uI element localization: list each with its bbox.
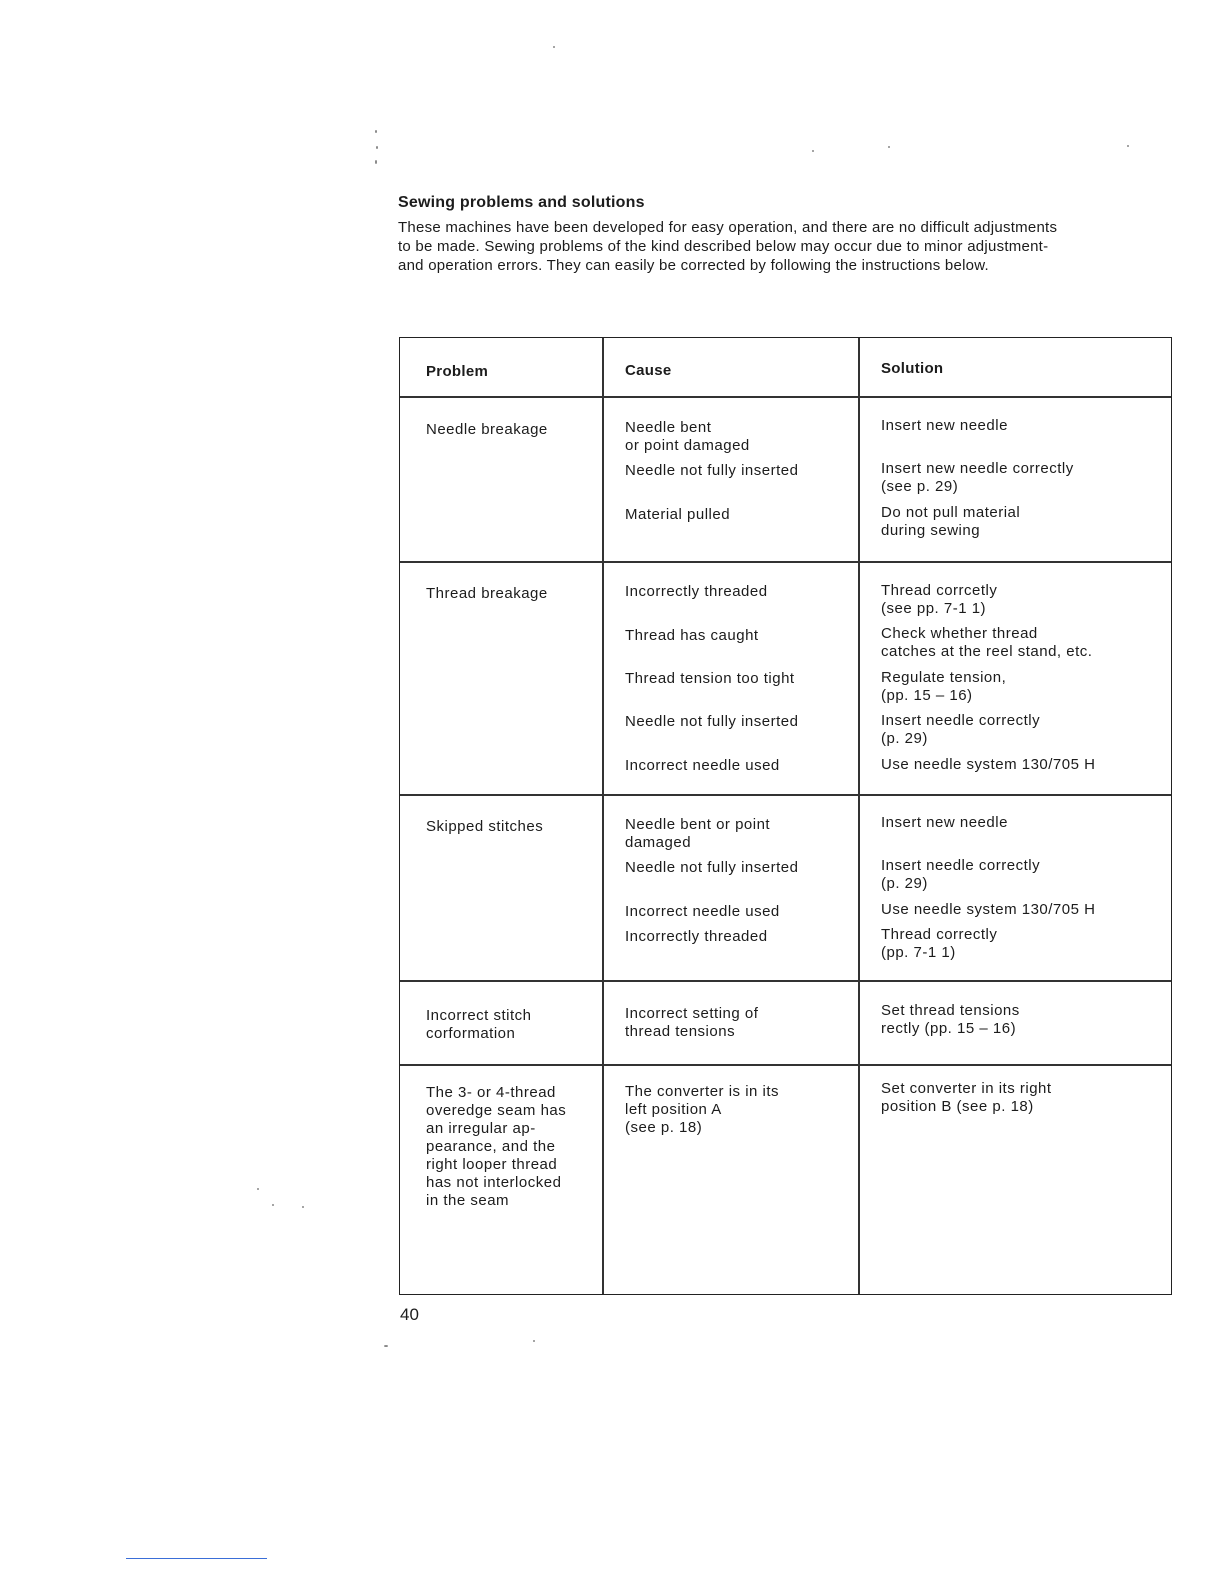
scan-speck <box>812 150 814 152</box>
header-cause: Cause <box>625 362 672 379</box>
scan-speck <box>376 146 378 149</box>
scan-speck <box>375 130 377 133</box>
scan-speck <box>257 1188 259 1190</box>
problem-cell <box>426 421 596 439</box>
cause-item: Material pulled <box>625 506 731 523</box>
troubleshooting-table <box>399 337 1172 1295</box>
solution-cell <box>881 1002 1166 1052</box>
intro-line: These machines have been developed for easy operation, and there are no difficult adjustments <box>398 219 1058 236</box>
solution-item: Insert needle correctly (p. 29) <box>881 712 1041 747</box>
solution-item: Use needle system 130/705 H <box>881 901 1096 918</box>
row-divider <box>400 980 1171 982</box>
header-solution: Solution <box>881 360 944 377</box>
solution-cell <box>881 1080 1166 1130</box>
scan-speck <box>384 1345 388 1347</box>
cause-item: Needle not fully inserted <box>625 462 799 479</box>
cause-item: The converter is in its left position A (see p. 18) <box>625 1083 780 1136</box>
cause-item: Thread tension too tight <box>625 670 795 687</box>
cause-cell <box>625 1083 853 1153</box>
cause-item: Incorrectly threaded <box>625 928 768 945</box>
solution-item: Regulate tension, (pp. 15 – 16) <box>881 669 1007 704</box>
solution-item: Thread corrcetly (see pp. 7-1 1) <box>881 582 998 617</box>
solution-cell <box>881 417 1166 557</box>
scan-speck <box>888 146 890 148</box>
cause-item: Needle not fully inserted <box>625 713 799 730</box>
section-heading: Sewing problems and solutions <box>398 194 645 211</box>
solution-item: Thread correctly (pp. 7-1 1) <box>881 926 998 961</box>
solution-item: Insert new needle correctly (see p. 29) <box>881 460 1074 495</box>
page-number: 40 <box>400 1305 419 1324</box>
problem-cell <box>426 585 596 603</box>
header-problem: Problem <box>426 363 489 380</box>
problem-cell <box>426 818 596 836</box>
problem-cell <box>426 1007 596 1043</box>
problem-text: Skipped stitches <box>426 818 544 835</box>
row-divider <box>400 1064 1171 1066</box>
column-divider <box>858 338 860 1294</box>
scan-speck <box>272 1204 274 1206</box>
problem-text: Needle breakage <box>426 421 548 438</box>
solution-item: Insert new needle <box>881 814 1008 831</box>
solution-cell <box>881 582 1166 787</box>
solution-item: Check whether thread catches at the reel stand, etc. <box>881 625 1093 660</box>
solution-cell <box>881 814 1166 974</box>
cause-cell <box>625 1005 853 1055</box>
row-divider <box>400 794 1171 796</box>
cause-item: Incorrect setting of thread tensions <box>625 1005 759 1040</box>
cause-item: Needle bent or point damaged <box>625 816 771 851</box>
solution-item: Set converter in its right position B (see p. 18) <box>881 1080 1052 1115</box>
cause-item: Needle bent or point damaged <box>625 419 750 454</box>
cause-cell <box>625 583 853 788</box>
solution-item: Use needle system 130/705 H <box>881 756 1096 773</box>
column-divider <box>602 338 604 1294</box>
intro-line: and operation errors. They can easily be corrected by following the instructions below. <box>398 257 989 274</box>
cause-item: Incorrectly threaded <box>625 583 768 600</box>
cause-cell <box>625 816 853 976</box>
problem-cell <box>426 1084 596 1210</box>
row-divider <box>400 396 1171 398</box>
solution-item: Do not pull material during sewing <box>881 504 1021 539</box>
problem-text: Thread breakage <box>426 585 548 602</box>
cause-item: Thread has caught <box>625 627 759 644</box>
solution-item: Insert new needle <box>881 417 1008 434</box>
scan-speck <box>533 1340 535 1342</box>
cause-item: Incorrect needle used <box>625 757 780 774</box>
cause-item: Needle not fully inserted <box>625 859 799 876</box>
footer-rule <box>126 1558 267 1559</box>
scan-speck <box>302 1206 304 1208</box>
cause-item: Incorrect needle used <box>625 903 780 920</box>
solution-item: Insert needle correctly (p. 29) <box>881 857 1041 892</box>
problem-text: Incorrect stitch corformation <box>426 1007 532 1042</box>
scan-speck <box>1127 145 1129 147</box>
cause-cell <box>625 419 853 559</box>
scan-speck <box>375 160 377 164</box>
problem-text: The 3- or 4-thread overedge seam has an irregular ap- pearance, and the right looper thread has not interlocked in the seam <box>426 1084 567 1209</box>
solution-item: Set thread tensions rectly (pp. 15 – 16) <box>881 1002 1020 1037</box>
intro-paragraph <box>398 218 1170 275</box>
row-divider <box>400 561 1171 563</box>
intro-line: to be made. Sewing problems of the kind described below may occur due to minor adjustment- <box>398 238 1049 255</box>
scan-speck <box>553 46 555 48</box>
